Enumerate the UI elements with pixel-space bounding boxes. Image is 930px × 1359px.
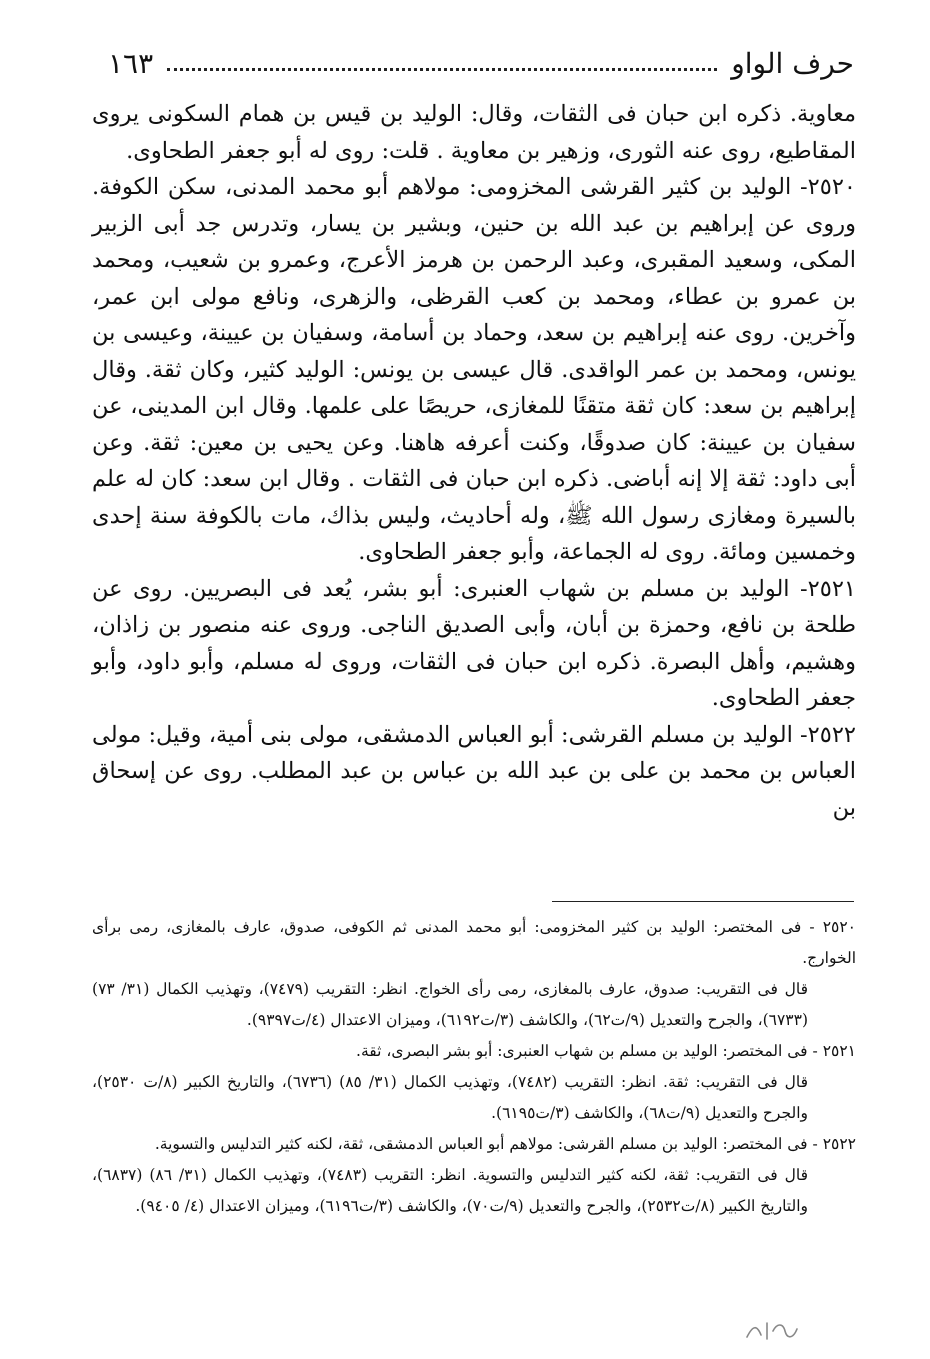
entry-2521: ٢٥٢١- الوليد بن مسلم بن شهاب العنبرى: أبو بشر، يُعد فى البصريين. روى عن طلحة بن نافع، وحمزة بن أبان، وأبى الصديق الناجى. وروى عنه منصور بن زاذان، وهشيم، وأهل البصرة. ذكره ابن حبان فى الثقات، وروى له مسلم، وأبو داود، وأبو جعفر الطحاوى.	[92, 575, 856, 711]
page-number: ١٦٣	[108, 46, 154, 80]
paragraph-continuation: معاوية. ذكره ابن حبان فى الثقات، وقال: الوليد بن قيس بن همام السكونى يروى المقاطيع، روى عنه الثورى، وزهير بن معاوية . قلت: روى له أبو جعفر الطحاوى.	[92, 101, 856, 164]
entry-2520: ٢٥٢٠- الوليد بن كثير القرشى المخزومى: مولاهم أبو محمد المدنى، سكن الكوفة. وروى عن إبراهيم بن عبد الله بن حنين، وبشير بن يسار، وتدرس جد أبى الزبير المكى، وسعيد المقبرى، وعبد الرحمن بن هرمز الأعرج، وعمرو بن شعيب، ومحمد بن عمرو بن عطاء، ومحمد بن كعب القرظى، والزهرى، ونافع مولى ابن عمر، وآخرين. روى عنه إبراهيم بن سعد، وحماد بن أسامة، وسفيان بن عيينة، وعيسى بن يونس، ومحمد بن عمر الواقدى. قال عيسى بن يونس: الوليد كثير، وكان ثقة. وقال إبراهيم بن سعد: كان ثقة متقنًا للمغازى، حريصًا على علمها. وقال ابن المدينى، عن سفيان بن عيينة: كان صدوقًا، وكنت أعرفه هاهنا. وعن يحيى بن معين: ثقة. وعن أبى داود: ثقة إلا إنه أباضى. ذكره ابن حبان فى الثقات . وقال ابن سعد: كان له علم بالسيرة ومغازى رسول الله ﷺ، وله أحاديث، وليس بذاك، مات بالكوفة سنة إحدى وخمسين ومائة. روى له الجماعة، وأبو جعفر الطحاوى.	[92, 174, 856, 565]
entry-2522: ٢٥٢٢- الوليد بن مسلم القرشى: أبو العباس الدمشقى، مولى بنى أمية، وقيل: مولى العباس بن محمد بن على بن عبد الله بن عباس بن عبد المطلب. روى عن إسحاق بن	[92, 721, 856, 821]
running-header	[108, 38, 854, 88]
footnote-separator	[552, 901, 854, 902]
footnote-2521-summary: ٢٥٢١ - فى المختصر: الوليد بن مسلم بن شهاب العنبرى: أبو بشر البصرى، ثقة.	[356, 1042, 856, 1060]
handwritten-mark	[742, 1316, 802, 1346]
main-text	[92, 96, 856, 826]
footnote-2522-references: قال فى التقريب: ثقة، لكنه كثير التدليس والتسوية. انظر: التقريب (٧٤٨٣)، وتهذيب الكمال (٣١/ ٨٦) (٦٨٣٧)، والتاريخ الكبير (٨/ت٢٥٣٢)، والجرح والتعديل (٩/ت٧٠)، والكاشف (٣/ت٦١٩٦)، وميزان الاعتدال (٤/ ٩٤٠٥).	[92, 1166, 808, 1215]
footnote-2521-references: قال فى التقريب: ثقة. انظر: التقريب (٧٤٨٢)، وتهذيب الكمال (٣١/ ٨٥) (٦٧٣٦)، والتاريخ الكبير (٨/ت ٢٥٣٠)، والجرح والتعديل (٩/ت٦٨)، والكاشف (٣/ت٦١٩٥).	[92, 1073, 809, 1122]
footnotes	[92, 912, 856, 1222]
footnote-2520-references: قال فى التقريب: صدوق، عارف بالمغازى، رمى رأى الخواج. انظر: التقريب (٧٤٧٩)، وتهذيب الكمال (٣١/ ٧٣) (٦٧٣٣)، والجرح والتعديل (٩/ت٦٢)، والكاشف (٣/ت٦١٩٢)، وميزان الاعتدال (٤/ت٩٣٩٧).	[92, 980, 808, 1029]
footnote-2520-summary: ٢٥٢٠ - فى المختصر: الوليد بن كثير المخزومى: أبو محمد المدنى ثم الكوفى، صدوق، عارف بالمغازى، رمى برأى الخوارج.	[92, 918, 856, 967]
dotted-leader	[167, 68, 717, 71]
footnote-2522-summary: ٢٥٢٢ - فى المختصر: الوليد بن مسلم القرشى: مولاهم أبو العباس الدمشقى، ثقة، لكنه كثير التدليس والتسوية.	[154, 1135, 856, 1153]
handwritten-mark-icon	[743, 1317, 801, 1345]
chapter-title: حرف الواو	[731, 46, 854, 80]
